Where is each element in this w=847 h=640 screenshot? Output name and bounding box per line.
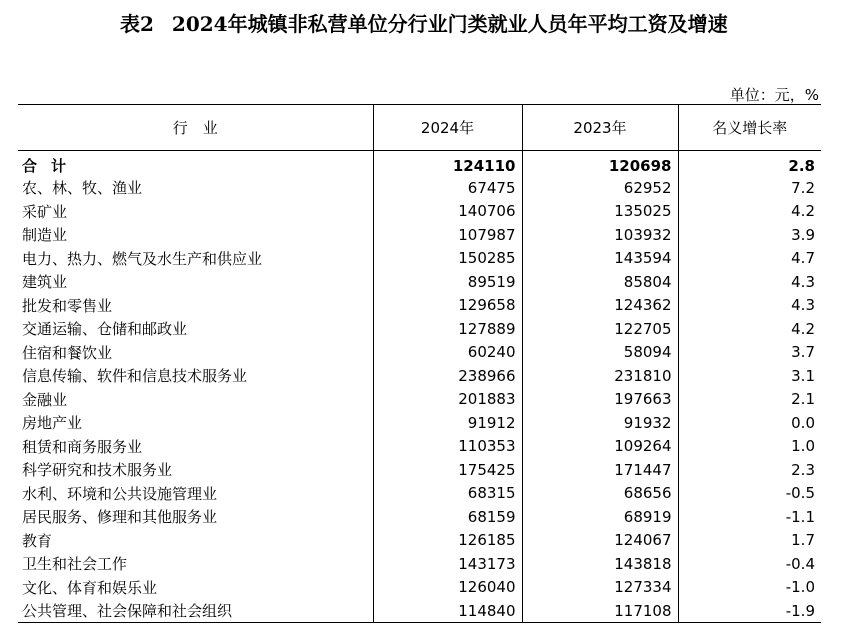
industry-cell: 批发和零售业 — [22, 296, 113, 315]
wage-2024-cell: 114840 — [373, 599, 522, 623]
industry-cell: 信息传输、软件和信息技术服务业 — [22, 367, 248, 386]
wage-2024-cell: 126185 — [373, 529, 522, 553]
growth-rate-cell: 4.3 — [678, 294, 821, 318]
growth-rate-cell: -0.4 — [678, 552, 821, 576]
header-2023: 2023年 — [522, 105, 678, 151]
table-row — [18, 317, 821, 341]
growth-rate-cell: -1.1 — [678, 505, 821, 529]
table-row — [18, 482, 821, 506]
wage-2023-cell: 135025 — [522, 200, 678, 224]
header-row — [18, 105, 821, 151]
unit-label: 单位：元，% — [729, 86, 819, 104]
table-row — [18, 270, 821, 294]
wage-2024-cell: 129658 — [373, 294, 522, 318]
growth-rate-cell: 2.8 — [678, 151, 821, 177]
industry-cell: 金融业 — [22, 390, 68, 409]
table-row — [18, 552, 821, 576]
wage-2023-cell: 124362 — [522, 294, 678, 318]
growth-rate-cell: 4.7 — [678, 247, 821, 271]
wage-2024-cell: 67475 — [373, 176, 522, 200]
wage-2023-cell: 127334 — [522, 576, 678, 600]
wage-2024-cell: 68315 — [373, 482, 522, 506]
header-2024: 2024年 — [373, 105, 522, 151]
table-row — [18, 599, 821, 623]
wage-2023-cell: 58094 — [522, 341, 678, 365]
table-row — [18, 388, 821, 412]
industry-cell: 电力、热力、燃气及水生产和供应业 — [22, 249, 263, 268]
wage-2023-cell: 124067 — [522, 529, 678, 553]
growth-rate-cell: 3.9 — [678, 223, 821, 247]
wage-2023-cell: 62952 — [522, 176, 678, 200]
industry-cell: 建筑业 — [22, 273, 68, 292]
industry-cell: 文化、体育和娱乐业 — [22, 578, 158, 597]
wage-2024-cell: 238966 — [373, 364, 522, 388]
growth-rate-cell: 7.2 — [678, 176, 821, 200]
table-row — [18, 294, 821, 318]
growth-rate-cell: -1.9 — [678, 599, 821, 623]
table-row — [18, 529, 821, 553]
wage-2024-cell: 201883 — [373, 388, 522, 412]
industry-cell: 教育 — [22, 531, 53, 550]
wage-2023-cell: 117108 — [522, 599, 678, 623]
industry-cell: 水利、环境和公共设施管理业 — [22, 484, 218, 503]
table-row — [18, 458, 821, 482]
header-industry: 行 业 — [18, 105, 373, 151]
wage-2024-cell: 60240 — [373, 341, 522, 365]
growth-rate-cell: 2.3 — [678, 458, 821, 482]
industry-cell: 住宿和餐饮业 — [22, 343, 113, 362]
wage-2024-cell: 126040 — [373, 576, 522, 600]
wage-2023-cell: 122705 — [522, 317, 678, 341]
wage-2024-cell: 150285 — [373, 247, 522, 271]
wage-2024-cell: 91912 — [373, 411, 522, 435]
growth-rate-cell: 4.2 — [678, 317, 821, 341]
table-row — [18, 576, 821, 600]
wage-2024-cell: 68159 — [373, 505, 522, 529]
wage-2023-cell: 120698 — [522, 151, 678, 177]
growth-rate-cell: 4.3 — [678, 270, 821, 294]
wage-2024-cell: 89519 — [373, 270, 522, 294]
table-row — [18, 341, 821, 365]
wage-2024-cell: 175425 — [373, 458, 522, 482]
growth-rate-cell: -1.0 — [678, 576, 821, 600]
industry-cell: 交通运输、仓储和邮政业 — [22, 320, 188, 339]
wage-2023-cell: 103932 — [522, 223, 678, 247]
wage-2023-cell: 91932 — [522, 411, 678, 435]
growth-rate-cell: -0.5 — [678, 482, 821, 506]
wage-2023-cell: 85804 — [522, 270, 678, 294]
table-number: 表2 — [120, 12, 154, 36]
wage-table — [18, 104, 821, 623]
wage-2024-cell: 140706 — [373, 200, 522, 224]
growth-rate-cell: 4.2 — [678, 200, 821, 224]
industry-cell: 制造业 — [22, 226, 68, 245]
growth-rate-cell: 0.0 — [678, 411, 821, 435]
growth-rate-cell: 1.0 — [678, 435, 821, 459]
total-row — [18, 151, 821, 177]
industry-cell: 农、林、牧、渔业 — [22, 179, 143, 198]
table-row — [18, 411, 821, 435]
table-row — [18, 176, 821, 200]
table-row — [18, 435, 821, 459]
table-row — [18, 223, 821, 247]
wage-2024-cell: 107987 — [373, 223, 522, 247]
industry-cell: 居民服务、修理和其他服务业 — [22, 508, 218, 527]
wage-2024-cell: 124110 — [373, 151, 522, 177]
wage-2023-cell: 143594 — [522, 247, 678, 271]
industry-cell: 采矿业 — [22, 202, 68, 221]
wage-2024-cell: 143173 — [373, 552, 522, 576]
industry-cell: 房地产业 — [22, 414, 83, 433]
wage-2023-cell: 109264 — [522, 435, 678, 459]
wage-2024-cell: 110353 — [373, 435, 522, 459]
growth-rate-cell: 3.1 — [678, 364, 821, 388]
table-row — [18, 247, 821, 271]
growth-rate-cell: 1.7 — [678, 529, 821, 553]
table-row — [18, 200, 821, 224]
table-title-text: 2024年城镇非私营单位分行业门类就业人员年平均工资及增速 — [171, 12, 728, 36]
industry-cell: 合计 — [22, 157, 81, 175]
growth-rate-cell: 2.1 — [678, 388, 821, 412]
table-row — [18, 505, 821, 529]
industry-cell: 租赁和商务服务业 — [22, 437, 143, 456]
growth-rate-cell: 3.7 — [678, 341, 821, 365]
wage-2024-cell: 127889 — [373, 317, 522, 341]
header-growth: 名义增长率 — [678, 105, 821, 151]
wage-2023-cell: 197663 — [522, 388, 678, 412]
wage-2023-cell: 231810 — [522, 364, 678, 388]
wage-2023-cell: 68656 — [522, 482, 678, 506]
table-title — [0, 8, 847, 37]
industry-cell: 卫生和社会工作 — [22, 555, 128, 574]
industry-cell: 科学研究和技术服务业 — [22, 461, 173, 480]
wage-2023-cell: 171447 — [522, 458, 678, 482]
industry-cell: 公共管理、社会保障和社会组织 — [18, 599, 373, 623]
wage-2023-cell: 68919 — [522, 505, 678, 529]
wage-2023-cell: 143818 — [522, 552, 678, 576]
table-row — [18, 364, 821, 388]
